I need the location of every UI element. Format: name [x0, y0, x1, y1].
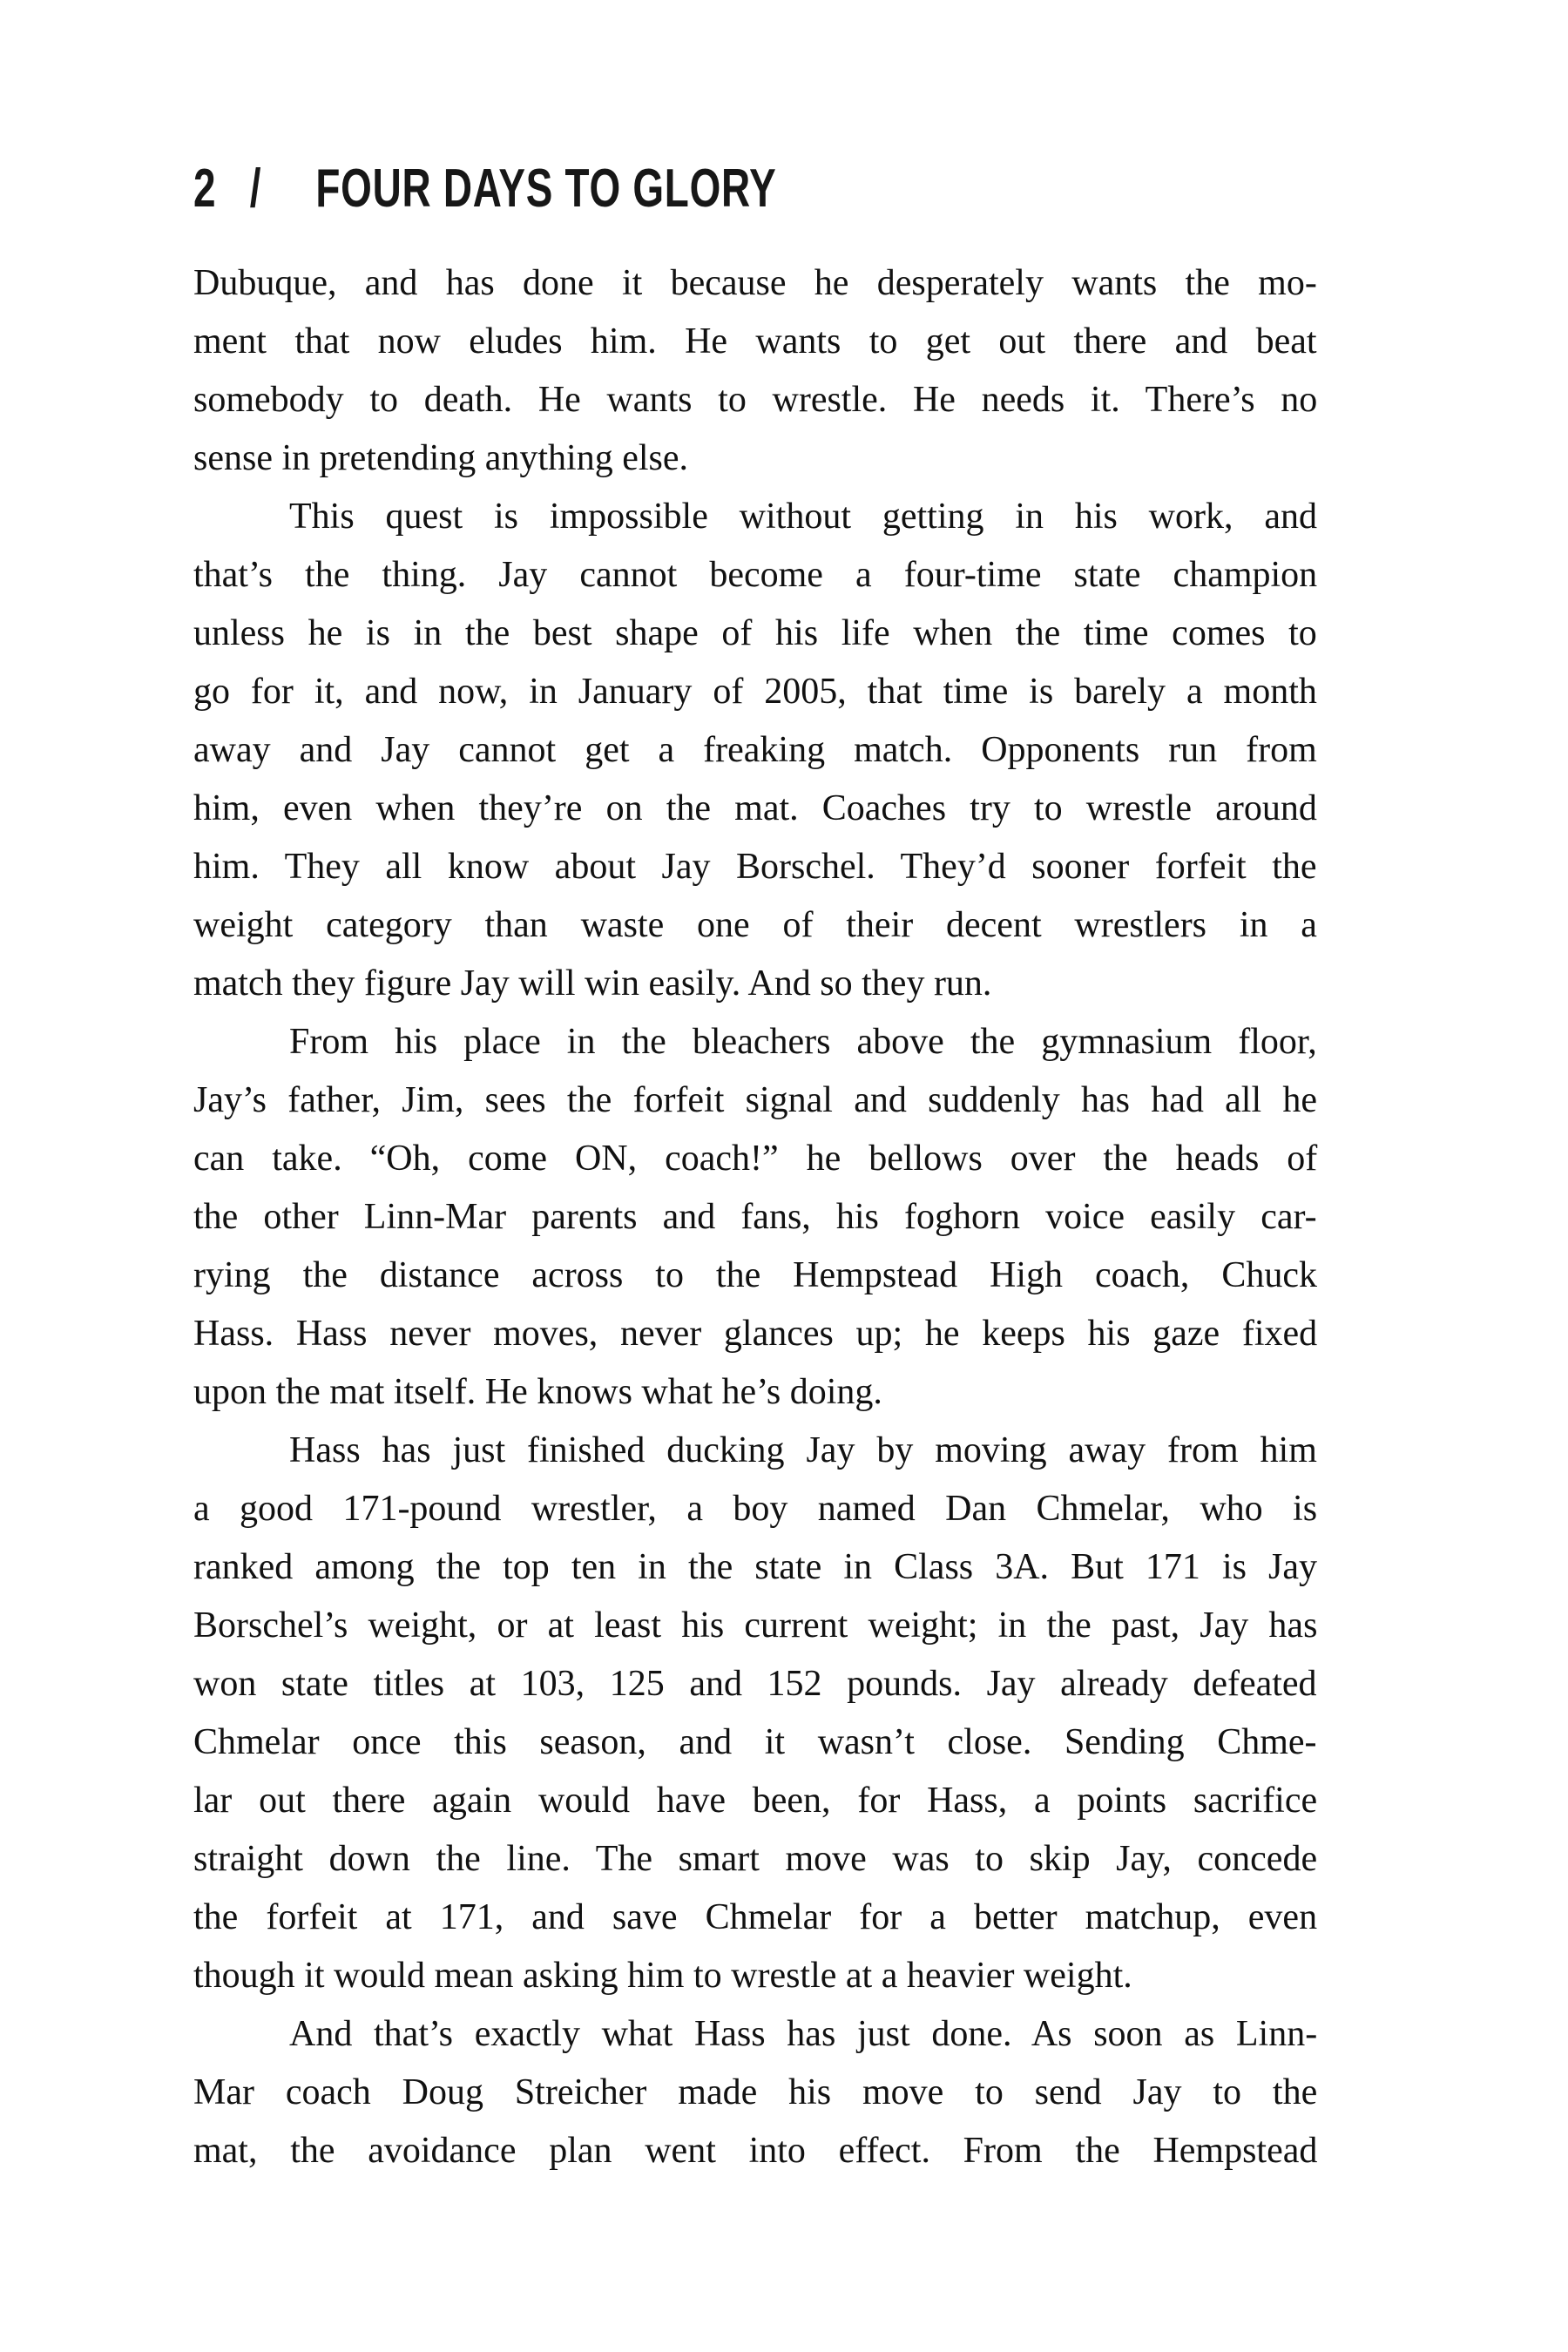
text-line-content: a good 171-pound wrestler, a boy named Dan Chmelar, who is [193, 1489, 1318, 1529]
text-line-content: somebody to death. He wants to wrestle. He needs it. There’s no [193, 380, 1318, 420]
text-line [193, 1772, 1317, 1830]
text-line-content: Hass has just finished ducking Jay by moving away from him [289, 1430, 1317, 1470]
text-line-content: upon the mat itself. He knows what he’s doing. [193, 1372, 882, 1412]
text-line-content: mat, the avoidance plan went into effect. From the Hempstead [193, 2131, 1318, 2171]
text-line-content: that’s the thing. Jay cannot become a four-time state champion [193, 555, 1318, 595]
text-line-content: Mar coach Doug Streicher made his move to send Jay to the [193, 2072, 1318, 2112]
text-line [193, 1713, 1317, 1772]
text-line [193, 2122, 1317, 2180]
text-line [193, 1830, 1317, 1889]
text-line-content: sense in pretending anything else. [193, 438, 689, 478]
text-line [193, 605, 1317, 663]
text-line-content: Hass. Hass never moves, never glances up; he keeps his gaze fixed [193, 1314, 1318, 1354]
text-line [193, 1247, 1317, 1305]
text-line [193, 1597, 1317, 1655]
text-line [193, 488, 1317, 546]
body-text [193, 254, 1317, 2180]
text-line-content: him. They all know about Jay Borschel. They’d sooner forfeit the [193, 847, 1317, 887]
text-line [193, 1889, 1317, 1947]
text-line [193, 371, 1317, 429]
text-line-content: rying the distance across to the Hempstead High coach, Chuck [193, 1255, 1318, 1295]
header-separator: / [249, 159, 262, 219]
page-header [193, 159, 777, 219]
text-line [193, 663, 1317, 721]
text-line [193, 1130, 1317, 1188]
text-line [193, 1422, 1317, 1480]
text-line [193, 254, 1317, 313]
text-line-content: him, even when they’re on the mat. Coaches try to wrestle around [193, 788, 1317, 828]
text-line [193, 1071, 1317, 1130]
text-line [193, 546, 1317, 605]
text-line [193, 896, 1317, 955]
text-line [193, 721, 1317, 780]
text-line-content: And that’s exactly what Hass has just done. As soon as Linn- [289, 2014, 1318, 2054]
text-line-content: Jay’s father, Jim, sees the forfeit signal and suddenly has had all he [193, 1080, 1318, 1120]
text-line-content: This quest is impossible without getting in his work, and [289, 497, 1317, 537]
text-line-content: though it would mean asking him to wrestle at a heavier weight. [193, 1956, 1132, 1996]
text-line-content: From his place in the bleachers above the gymnasium floor, [289, 1022, 1317, 1062]
text-line-content: unless he is in the best shape of his life when the time comes to [193, 613, 1317, 653]
text-line [193, 1947, 1317, 2005]
text-line-content: straight down the line. The smart move was to skip Jay, concede [193, 1839, 1318, 1879]
text-line-content: go for it, and now, in January of 2005, that time is barely a month [193, 672, 1317, 712]
text-line-content: match they figure Jay will win easily. And so they run. [193, 963, 992, 1004]
text-line-content: ranked among the top ten in the state in Class 3A. But 171 is Jay [193, 1547, 1318, 1587]
text-line [193, 1188, 1317, 1247]
text-line [193, 955, 1317, 1013]
text-line-content: Borschel’s weight, or at least his current weight; in the past, Jay has [193, 1605, 1318, 1646]
text-line-content: the forfeit at 171, and save Chmelar for a better matchup, even [193, 1897, 1318, 1937]
book-title: FOUR DAYS TO GLORY [315, 159, 777, 219]
text-line [193, 429, 1317, 488]
text-line-content: lar out there again would have been, for Hass, a points sacrifice [193, 1781, 1318, 1821]
text-line [193, 1305, 1317, 1363]
text-line-content: weight category than waste one of their decent wrestlers in a [193, 905, 1317, 945]
text-line [193, 1013, 1317, 1071]
text-line [193, 2005, 1317, 2064]
page-number: 2 [193, 159, 217, 219]
text-line [193, 2064, 1317, 2122]
text-line-content: Chmelar once this season, and it wasn’t close. Sending Chme- [193, 1722, 1317, 1762]
text-line-content: ment that now eludes him. He wants to get out there and beat [193, 321, 1317, 362]
text-line [193, 1538, 1317, 1597]
text-line [193, 313, 1317, 371]
text-line-content: Dubuque, and has done it because he desperately wants the mo- [193, 263, 1317, 303]
text-line [193, 780, 1317, 838]
text-line [193, 1480, 1317, 1538]
text-line-content: away and Jay cannot get a freaking match. Opponents run from [193, 730, 1317, 770]
text-line [193, 1363, 1317, 1422]
text-line [193, 838, 1317, 896]
text-line [193, 1655, 1317, 1713]
text-line-content: can take. “Oh, come ON, coach!” he bellows over the heads of [193, 1139, 1318, 1179]
text-line-content: won state titles at 103, 125 and 152 pounds. Jay already defeated [193, 1664, 1317, 1704]
text-line-content: the other Linn-Mar parents and fans, his foghorn voice easily car- [193, 1197, 1317, 1237]
